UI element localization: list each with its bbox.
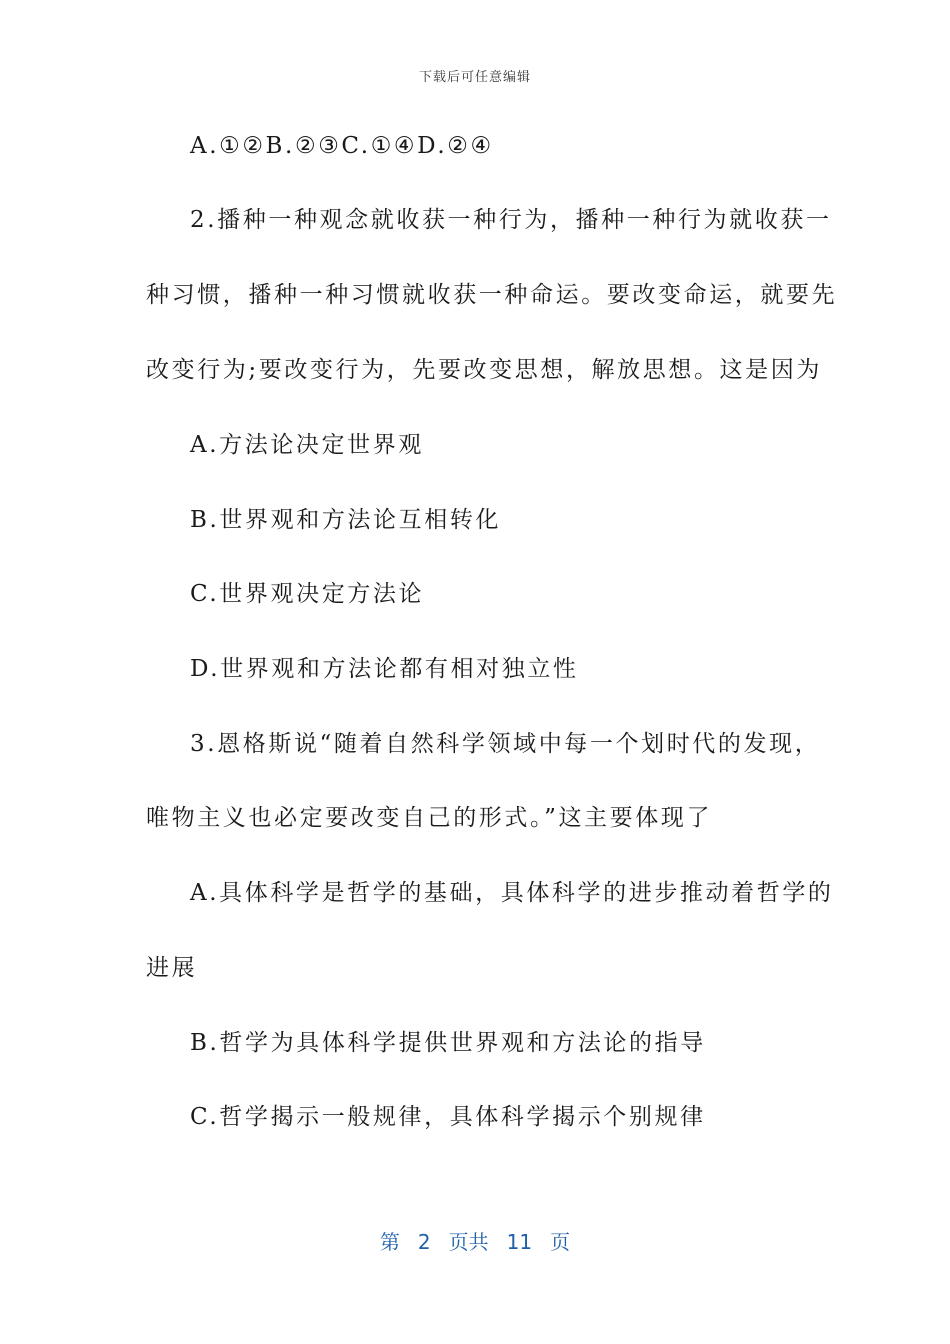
question-2-option-d: D.世界观和方法论都有相对独立性	[190, 656, 579, 682]
question-2-line-1: 2.播种一种观念就收获一种行为，播种一种行为就收获一	[190, 207, 832, 233]
question-3-option-a-line-2: 进展	[146, 955, 198, 981]
footer-ye-gong: 页共	[448, 1230, 489, 1254]
footer-ye: 页	[550, 1230, 571, 1254]
question-3-option-c: C.哲学揭示一般规律，具体科学揭示个别规律	[190, 1104, 706, 1130]
footer-page-number: 2	[417, 1230, 431, 1254]
answer-options-line: A.①②B.②③C.①④D.②④	[190, 133, 494, 159]
footer-total-pages: 11	[506, 1230, 533, 1254]
question-3-option-a-line-1: A.具体科学是哲学的基础，具体科学的进步推动着哲学的	[190, 880, 834, 906]
page-header: 下载后可任意编辑	[418, 70, 531, 85]
question-2-line-3: 改变行为;要改变行为，先要改变思想，解放思想。这是因为	[146, 357, 822, 383]
footer-di: 第	[379, 1230, 400, 1254]
question-3-option-b: B.哲学为具体科学提供世界观和方法论的指导	[190, 1030, 706, 1056]
page-footer	[0, 1226, 950, 1255]
question-2-line-2: 种习惯，播种一种习惯就收获一种命运。要改变命运，就要先	[146, 282, 838, 308]
question-2-option-c: C.世界观决定方法论	[190, 581, 425, 607]
question-2-option-a: A.方法论决定世界观	[190, 432, 424, 458]
question-2-option-b: B.世界观和方法论互相转化	[190, 507, 502, 533]
question-3-line-1: 3.恩格斯说“随着自然科学领域中每一个划时代的发现，	[190, 731, 821, 757]
question-3-line-2: 唯物主义也必定要改变自己的形式。”这主要体现了	[146, 805, 713, 831]
